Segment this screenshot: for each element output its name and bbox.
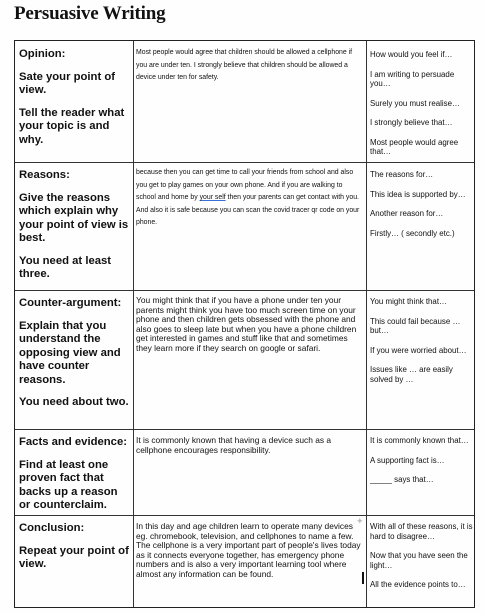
row-opinion-starters [370,50,473,167]
row-facts-student-text[interactable]: It is commonly known that having a device such as a cellphone encourages responsibility. [136,436,332,455]
sentence-starter: Firstly… ( secondly etc.) [370,228,455,238]
row-opinion-student-text[interactable]: Most people would agree that children should be allowed a cellphone if you are under ten. I strongly believe that children should be allowed a device under ten for safety. [136,49,353,82]
sentence-starter: Now that you have seen the light… [370,551,468,570]
row-counter-argument-student-text[interactable]: You might think that if you have a phone under ten your parents might think you have too much screen time on your phone and then children gets obsessed with the phone and also goes to sleep late but when you have a phone children get interested in games and stuff like that and sometimes they learn more if they search on google or safari. [136,296,357,353]
row-conclusion-heading [19,522,131,581]
sentence-starter: Another reason for… [370,209,444,218]
text-cursor [362,572,364,584]
row-reasons-starters [370,170,473,248]
instruction-text: Sate your point of view. [19,70,116,96]
row-reasons-heading [19,169,131,291]
sentence-starter: This could fail because … but… [370,316,461,335]
row-facts-starters [370,436,473,495]
instruction-text: Find at least one proven fact that backs up a reason or counterclaim. [19,458,118,511]
writing-frame-table [14,40,475,608]
sentence-starter: A supporting fact is… [370,455,445,465]
sentence-starter: If you were worried about… [370,345,467,355]
instruction-text: Give the reasons which explain why your point of view is best. [19,191,129,244]
sentence-starter: Surely you must realise… [370,98,460,108]
sentence-starter: I am writing to persuade you… [370,69,455,88]
sentence-starter: You might think that… [370,297,447,306]
section-label: Reasons: [19,169,70,181]
row-opinion-heading [19,48,131,156]
sentence-starter: It is commonly known that… [370,436,469,445]
sentence-starter: This idea is supported by… [370,189,466,199]
sentence-starter: Most people would agree that… [370,137,459,156]
column-divider [366,41,367,607]
spelling-flagged-text: your self [199,194,226,202]
student-text-part: then your parents can get contact with you. And also it is safe because you can scan the covid tracer qr code on your phone. [136,194,360,227]
row-counter-argument-starters [370,297,473,394]
column-divider [133,41,134,607]
section-label: Opinion: [19,48,66,60]
sentence-starter: With all of these reasons, it is hard to disagree… [370,522,473,541]
sentence-starter: All the evidence points to… [370,580,466,589]
sentence-starter: I strongly believe that… [370,118,453,127]
sentence-starter: How would you feel if… [370,50,453,59]
student-text-part: because then you can get time to call your friends from school and also you get to play games on your own phone. And if you are walking to school and home by [136,169,354,202]
row-facts-heading [19,436,131,522]
instruction-text: You need at least three. [19,254,112,280]
instruction-text: Tell the reader what your topic is and why. [19,106,125,146]
row-conclusion-starters [370,522,473,600]
row-divider [15,429,474,430]
page-title: Persuasive Writing [14,3,166,24]
sparkle-icon: ✦ [356,516,364,526]
instruction-text: Repeat your point of view. [19,544,129,570]
row-reasons-student-text[interactable] [136,167,364,230]
section-label: Counter-argument: [19,297,122,309]
row-counter-argument-heading [19,297,131,419]
instruction-text: You need about two. [19,396,129,408]
sentence-starter: The reasons for… [370,170,434,179]
sentence-starter: Issues like … are easily solved by … [370,365,453,384]
section-label: Facts and evidence: [19,436,127,448]
section-label: Conclusion: [19,522,85,534]
sentence-starter: _____ says that… [370,475,434,484]
row-conclusion-student-text[interactable]: In this day and age children learn to operate many devices eg. chromebook, television, and cellphones to name a few. The cellphone is a very important part of people's lives today as it connects everyone together, has emergency phone numbers and is also a very important learning tool where almost any information can be found. [136,522,361,579]
instruction-text: Explain that you understand the opposing view and have counter reasons. [19,319,121,386]
